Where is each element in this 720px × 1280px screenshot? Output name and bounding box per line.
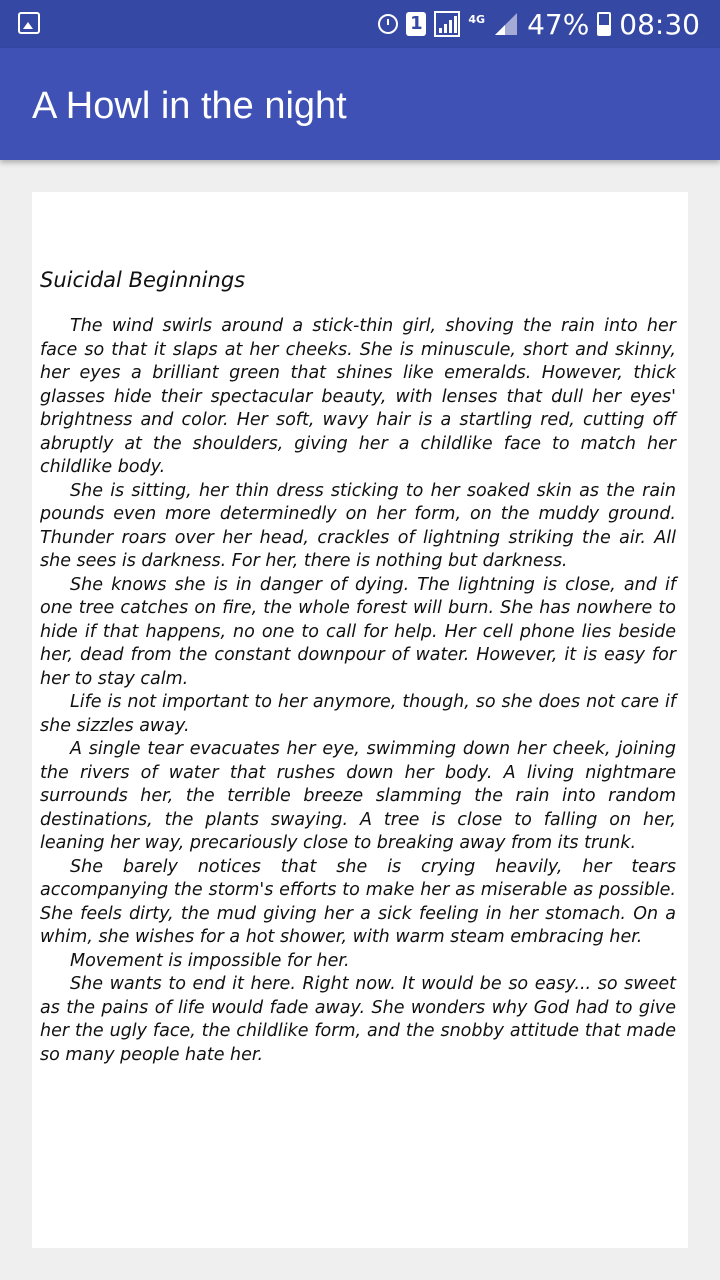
alarm-icon: [378, 14, 398, 34]
app-title: A Howl in the night: [32, 85, 347, 127]
signal-icon: [434, 11, 460, 37]
story-paragraph: The wind swirls around a stick-thin girl, shoving the rain into her face so that it slaps at her cheeks. She is minuscule, short and skinny, her eyes a brilliant green that shines like emeralds. However, thick glasses hide their spectacular beauty, with lenses that dull her eyes' brightness and color. Her soft, wavy hair is a startling red, cutting off abruptly at the shoulders, giving her a childlike face to match her childlike body.: [40, 316, 676, 477]
gallery-icon: [18, 12, 40, 34]
battery-percentage: 47%: [527, 7, 590, 41]
story-paragraph: She is sitting, her thin dress sticking to her soaked skin as the rain pounds even more determinedly on her form, on the muddy ground. Thunder roars over her head, crackles of lightning striking the air. All she sees is darkness. For her, there is nothing but darkness.: [40, 480, 676, 571]
reading-page[interactable]: [32, 192, 688, 1248]
status-icons: [378, 0, 700, 48]
story-paragraph: A single tear evacuates her eye, swimming down her cheek, joining the rivers of water that rushes down her body. A living nightmare surrounds her, the terrible breeze slamming the rain into random destinations, the plants swaying. A tree is close to falling on her, leaning her way, precariously close to breaking away from its trunk.: [40, 739, 676, 853]
network-type-label: 4G: [468, 13, 486, 26]
sim-slot-badge: 1: [406, 12, 426, 36]
story-text: [40, 315, 676, 1067]
story-paragraph: She knows she is in danger of dying. The lightning is close, and if one tree catches on fire, the whole forest will burn. She has nowhere to hide if that happens, no one to call for help. Her cell phone lies beside her, dead from the constant downpour of water. However, it is easy for her to stay calm.: [40, 574, 676, 689]
battery-icon: [597, 12, 611, 36]
story-paragraph: Life is not important to her anymore, though, so she does not care if she sizzles away.: [40, 692, 676, 736]
story-paragraph: She wants to end it here. Right now. It would be so easy... so sweet as the pains of life would fade away. She wonders why God had to give her the ugly face, the childlike form, and the snobby attitude that made so many people hate her.: [40, 974, 676, 1065]
status-bar: [0, 0, 720, 48]
clock: 08:30: [619, 7, 700, 41]
chapter-title: Suicidal Beginnings: [40, 268, 246, 292]
story-paragraph: She barely notices that she is crying heavily, her tears accompanying the storm's efforts to make her as miserable as possible. She feels dirty, the mud giving her a sick feeling in her stomach. On a whim, she wishes for a hot shower, with warm steam embracing her.: [40, 856, 676, 947]
story-paragraph: Movement is impossible for her.: [70, 950, 350, 971]
cell-signal-icon: [493, 11, 519, 37]
